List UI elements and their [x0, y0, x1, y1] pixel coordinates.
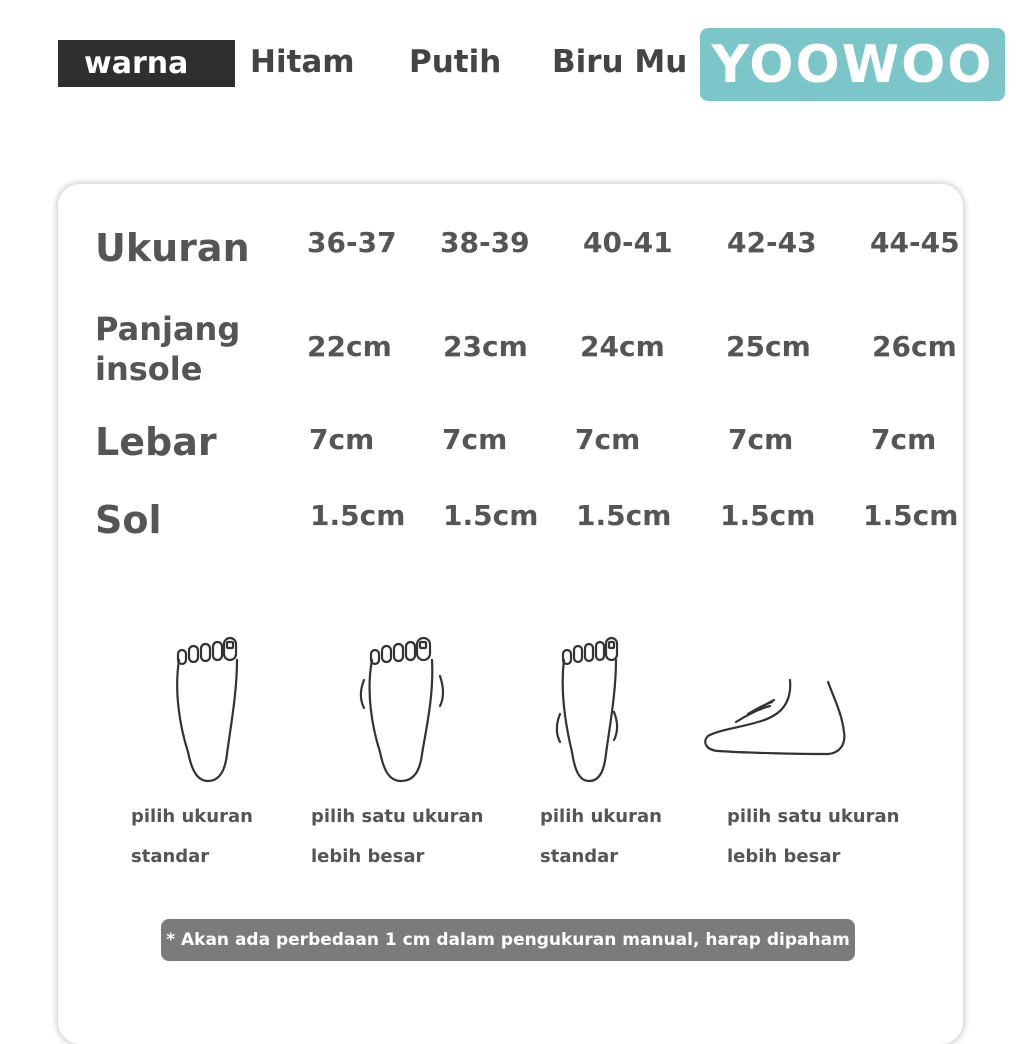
foot-guide-caption-4: [727, 797, 899, 877]
sole-cell: 1.5cm: [576, 499, 672, 532]
sole-row-label: Sol: [95, 498, 162, 542]
size-row-label: Ukuran: [95, 226, 250, 270]
color-option-hitam[interactable]: Hitam: [250, 44, 355, 80]
color-option-putih[interactable]: Putih: [409, 44, 502, 80]
insole-label-line1: Panjang: [95, 310, 241, 348]
caption-line: standar: [131, 846, 210, 867]
insole-length-cell: 25cm: [726, 330, 811, 363]
caption-line: lebih besar: [727, 846, 841, 867]
measurement-note: * Akan ada perbedaan 1 cm dalam pengukuran manual, harap dipaham: [161, 919, 855, 961]
insole-row-label: [95, 309, 240, 389]
insole-length-cell: 23cm: [443, 330, 528, 363]
foot-guide-caption-3: [540, 797, 662, 877]
foot-normal-icon: [170, 632, 245, 787]
caption-line: pilih satu ukuran: [727, 806, 900, 827]
size-cell: 42-43: [727, 226, 817, 259]
width-row-label: Lebar: [95, 420, 217, 464]
width-cell: 7cm: [442, 423, 508, 456]
brand-logo: YOOWOO: [700, 28, 1005, 101]
width-cell: 7cm: [728, 423, 794, 456]
foot-guide-caption-1: [131, 797, 253, 877]
caption-line: standar: [540, 846, 619, 867]
foot-high-arch-icon: [700, 632, 850, 762]
size-cell: 36-37: [307, 226, 397, 259]
sole-cell: 1.5cm: [443, 499, 539, 532]
foot-narrow-icon: [552, 632, 632, 787]
caption-line: pilih ukuran: [540, 806, 662, 827]
caption-line: pilih satu ukuran: [311, 806, 484, 827]
size-cell: 40-41: [583, 226, 673, 259]
sole-cell: 1.5cm: [310, 499, 406, 532]
insole-length-cell: 24cm: [580, 330, 665, 363]
foot-guide-caption-2: [311, 797, 483, 877]
width-cell: 7cm: [871, 423, 937, 456]
caption-line: lebih besar: [311, 846, 425, 867]
width-cell: 7cm: [575, 423, 641, 456]
caption-line: pilih ukuran: [131, 806, 253, 827]
sole-cell: 1.5cm: [863, 499, 959, 532]
sole-cell: 1.5cm: [720, 499, 816, 532]
size-cell: 44-45: [870, 226, 960, 259]
insole-length-cell: 22cm: [307, 330, 392, 363]
color-option-biru-muda[interactable]: Biru Mu: [552, 44, 688, 80]
insole-length-cell: 26cm: [872, 330, 957, 363]
size-cell: 38-39: [440, 226, 530, 259]
width-cell: 7cm: [309, 423, 375, 456]
foot-wide-icon: [358, 632, 448, 787]
color-label: warna: [58, 40, 235, 87]
insole-label-line2: insole: [95, 350, 203, 388]
